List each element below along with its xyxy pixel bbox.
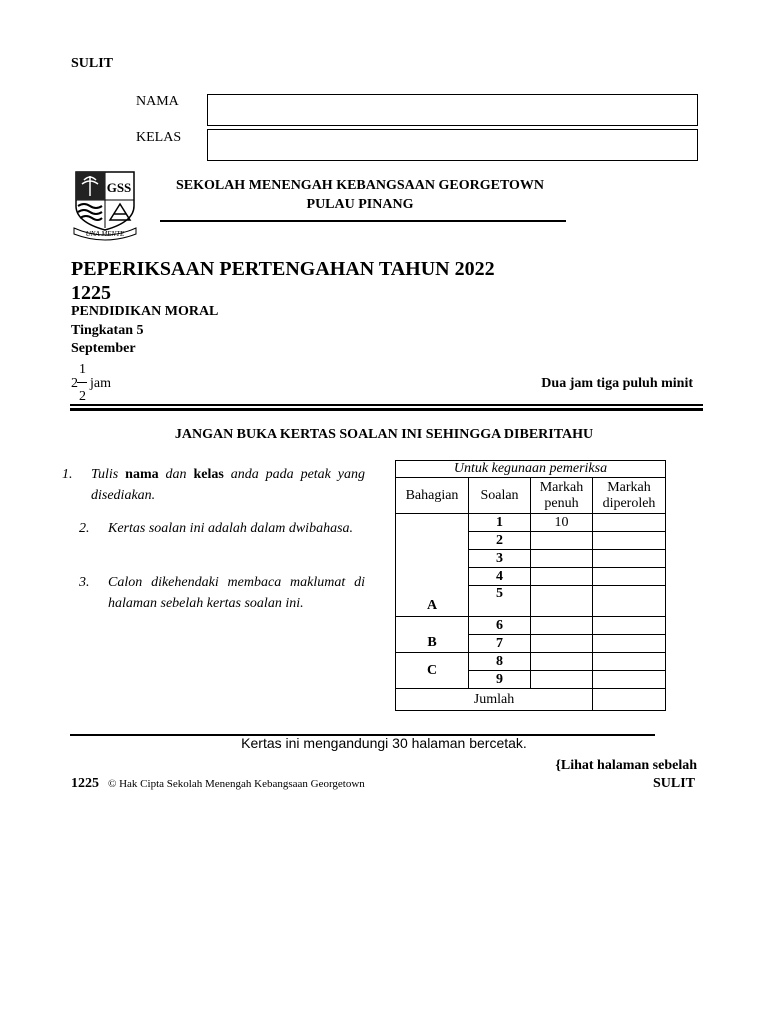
full-marks-q1: 10 bbox=[531, 514, 593, 532]
form-level: Tingkatan 5 bbox=[71, 323, 144, 338]
duration-fraction bbox=[71, 362, 131, 404]
next-page-note: {Lihat halaman sebelah bbox=[555, 758, 697, 773]
exam-month: September bbox=[71, 341, 136, 356]
paper-code: 1225 bbox=[71, 282, 111, 304]
obtained-marks-cell[interactable] bbox=[593, 671, 666, 689]
full-marks-cell bbox=[531, 568, 593, 586]
instruction-text: Kertas soalan ini adalah dalam dwibahasa. bbox=[108, 521, 354, 536]
name-field[interactable] bbox=[207, 94, 698, 126]
copyright-notice: © Hak Cipta Sekolah Menengah Kebangsaan Georgetown bbox=[108, 778, 365, 790]
school-divider bbox=[160, 220, 566, 222]
question-number: 6 bbox=[469, 617, 531, 635]
full-marks-cell bbox=[531, 532, 593, 550]
instruction-bold-name: nama bbox=[125, 467, 159, 482]
obtained-marks-cell[interactable] bbox=[593, 532, 666, 550]
question-number: 5 bbox=[469, 586, 531, 617]
duration-denominator: 2 bbox=[79, 389, 86, 404]
instruction-1 bbox=[62, 464, 365, 506]
header-section: Bahagian bbox=[396, 478, 469, 514]
full-marks-cell bbox=[531, 653, 593, 671]
full-marks-cell bbox=[531, 635, 593, 653]
section-c: C bbox=[396, 653, 469, 689]
total-obtained-cell[interactable] bbox=[593, 689, 666, 711]
obtained-marks-cell[interactable] bbox=[593, 635, 666, 653]
classification-bottom: SULIT bbox=[652, 776, 695, 791]
instruction-text: dan bbox=[158, 467, 194, 482]
full-marks-cell bbox=[531, 671, 593, 689]
question-number: 8 bbox=[469, 653, 531, 671]
instruction-bold-class: kelas bbox=[193, 467, 224, 482]
duration-words: Dua jam tiga puluh minit bbox=[541, 376, 693, 391]
full-marks-cell bbox=[531, 617, 593, 635]
obtained-marks-cell[interactable] bbox=[593, 586, 666, 617]
question-number: 2 bbox=[469, 532, 531, 550]
obtained-marks-cell[interactable] bbox=[593, 514, 666, 532]
crest-initials: GSS bbox=[106, 180, 132, 195]
header-rule-thick bbox=[70, 408, 703, 411]
total-label: Jumlah bbox=[396, 689, 593, 711]
fraction-bar bbox=[77, 382, 87, 383]
instruction-number: 3. bbox=[79, 575, 90, 590]
question-number: 9 bbox=[469, 671, 531, 689]
school-location: PULAU PINANG bbox=[306, 197, 414, 212]
warning-notice: JANGAN BUKA KERTAS SOALAN INI SEHINGGA DIBERITAHU bbox=[174, 427, 594, 442]
subject: PENDIDIKAN MORAL bbox=[71, 304, 219, 319]
question-number: 3 bbox=[469, 550, 531, 568]
full-marks-cell bbox=[531, 586, 593, 617]
obtained-marks-cell[interactable] bbox=[593, 568, 666, 586]
exam-title: PEPERIKSAAN PERTENGAHAN TAHUN 2022 bbox=[71, 258, 495, 280]
header-question: Soalan bbox=[469, 478, 531, 514]
section-a: A bbox=[396, 514, 469, 617]
table-caption: Untuk kegunaan pemeriksa bbox=[396, 461, 666, 478]
examiner-marks-table bbox=[395, 460, 666, 711]
classification-top: SULIT bbox=[71, 56, 114, 71]
obtained-marks-cell[interactable] bbox=[593, 653, 666, 671]
header-full-marks: Markah penuh bbox=[531, 478, 593, 514]
footer-paper-code: 1225 bbox=[71, 776, 99, 791]
header-obtained-marks: Markah diperoleh bbox=[593, 478, 666, 514]
class-label: KELAS bbox=[136, 130, 182, 145]
crest-motto: UNA MENTE bbox=[85, 230, 125, 238]
school-crest-icon bbox=[70, 170, 140, 242]
page-count-note: Kertas ini mengandungi 30 halaman bercetak. bbox=[241, 735, 527, 751]
instruction-text: Tulis bbox=[91, 467, 126, 482]
name-label: NAMA bbox=[136, 94, 179, 109]
school-name: SEKOLAH MENENGAH KEBANGSAAN GEORGETOWN bbox=[175, 178, 545, 193]
obtained-marks-cell[interactable] bbox=[593, 617, 666, 635]
instruction-text: Calon dikehendaki membaca maklumat di halaman sebelah kertas soalan ini. bbox=[108, 575, 365, 611]
question-number: 4 bbox=[469, 568, 531, 586]
class-field[interactable] bbox=[207, 129, 698, 161]
instruction-number: 2. bbox=[79, 521, 90, 536]
question-number: 7 bbox=[469, 635, 531, 653]
duration-numerator: 1 bbox=[79, 362, 86, 377]
duration-whole: 2 bbox=[71, 376, 78, 391]
obtained-marks-cell[interactable] bbox=[593, 550, 666, 568]
full-marks-cell bbox=[531, 550, 593, 568]
instruction-3 bbox=[79, 572, 365, 614]
question-number: 1 bbox=[469, 514, 531, 532]
duration-unit: jam bbox=[90, 376, 111, 391]
instruction-2 bbox=[79, 518, 365, 539]
instruction-text: anda pada petak yang disediakan. bbox=[91, 467, 366, 503]
instruction-number: 1. bbox=[62, 467, 73, 482]
section-b: B bbox=[396, 617, 469, 653]
header-rule bbox=[70, 404, 703, 406]
